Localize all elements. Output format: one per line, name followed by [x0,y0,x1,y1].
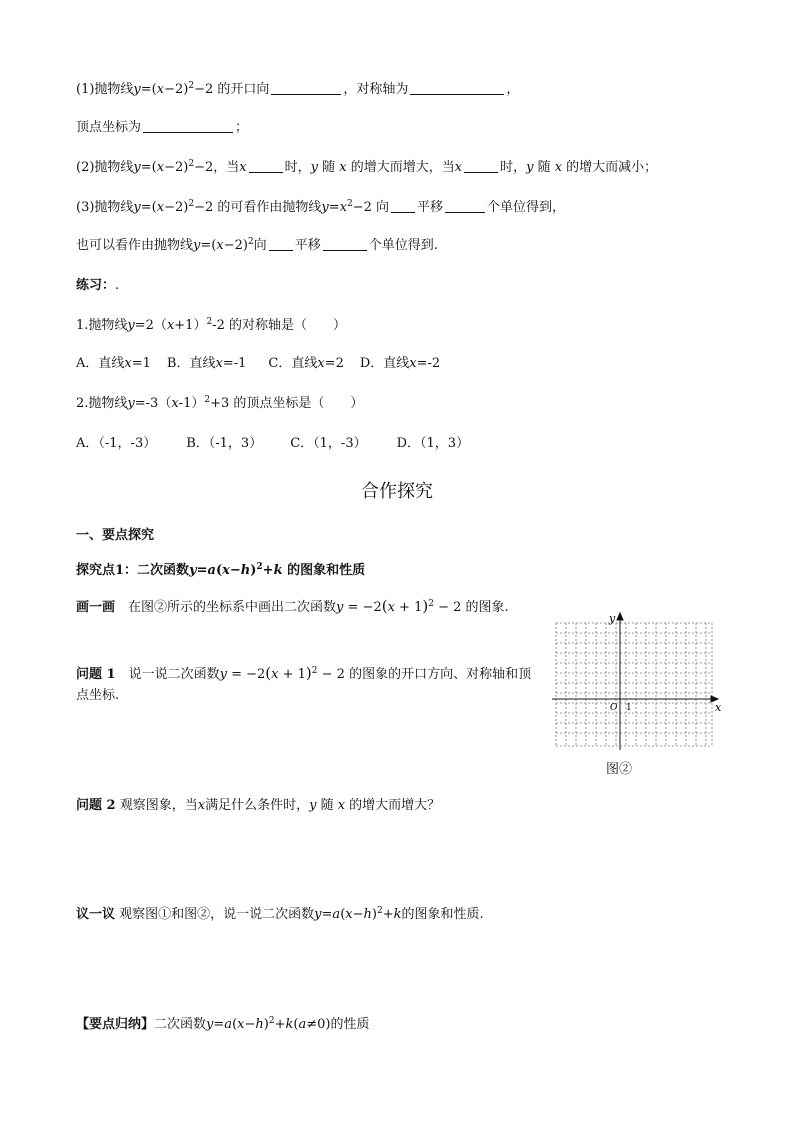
axes [552,613,718,750]
var-y: y [127,318,135,333]
origin-label: O [610,703,618,713]
coordinate-grid-figure[interactable] [548,610,728,780]
exponent: 2 [311,666,318,676]
discuss-text: 观察图①和图②，说一说二次函数 [115,907,315,922]
q3-text: 平移 [417,200,444,215]
point1-text: ) [250,563,257,578]
option-c-text: C．直线 [268,356,318,371]
blank-direction-2[interactable] [269,238,293,251]
var-y: y [336,600,344,615]
question-1-line-2 [76,120,248,136]
discuss-text: ( [340,907,346,922]
var-a: a [207,563,216,578]
p1-text: 1.抛物线 [76,318,128,333]
var-x: x [345,907,353,922]
issue-1-text: 的图象的开口方向、对称轴和顶 [344,667,532,682]
var-x: x [337,798,346,813]
p2-text: -1） [178,396,205,411]
var-x: x [237,1017,245,1032]
discuss-text: − [352,907,364,922]
option-c[interactable] [268,356,343,371]
q2-text: 的增大而增大，当 [346,160,455,175]
var-y: y [206,1017,214,1032]
var-x: x [239,160,247,175]
practice-1-options [76,356,440,372]
discuss-text: = [321,907,333,922]
q2-text: −2) [164,160,189,175]
summary-label: 【要点归纳】 [76,1017,155,1032]
draw-label: 画一画 [76,600,116,615]
q3-text: −2 的可看作由抛物线 [194,200,322,215]
summary-text: ( [293,1017,299,1032]
exponent: 2 [346,199,353,209]
p1-text: =2（ [134,318,167,333]
exponent: 2 [204,395,211,405]
practice-1-stem [76,318,346,334]
q2-text: −2，当 [194,160,240,175]
q2-text: 随 [533,160,555,175]
var-k: k [273,563,283,578]
var-x: x [156,82,165,97]
option-d[interactable]: D．（1，3） [396,436,470,451]
q3-text: −2) [164,200,189,215]
exponent: 2 [247,237,254,247]
practice-2-stem [76,396,363,412]
option-a-value: =1 [131,356,151,371]
issue-2-text: 随 [316,798,338,813]
var-x: x [222,563,230,578]
blank-vertex[interactable] [143,120,233,133]
figure-caption: 图② [606,762,633,777]
q1-text: ，对称轴为 [343,82,409,97]
var-a: a [224,1017,233,1032]
practice-2-options [76,436,469,452]
discuss-label: 议一议 [76,907,116,922]
var-y: y [133,200,141,215]
question-1-line-1 [76,82,519,98]
exponent: 2 [206,317,213,327]
var-x: x [339,160,347,175]
draw-text: 在图②所示的坐标系中画出二次函数 [115,600,337,615]
summary-text: 二次函数 [154,1017,207,1032]
p1-text: -2 的对称轴是（ ） [212,318,346,333]
blank-increase[interactable] [249,160,283,173]
q3-text: =( [200,238,217,253]
option-d-value: =-2 [416,356,441,371]
question-3-line-1 [76,200,565,216]
option-c-value: =2 [324,356,344,371]
exponent: 2 [268,1016,275,1026]
issue-2-label: 问题 2 [76,798,116,813]
var-x: x [216,238,224,253]
blank-units-1[interactable] [445,200,485,213]
unit-label: 1 [626,703,632,713]
discuss-text: ) [371,907,377,922]
p2-text: =-3（ [134,396,172,411]
point1-text: + [262,563,274,578]
p2-text: +3 的顶点坐标是（ ） [210,396,364,411]
option-b-text: B．直线 [166,356,216,371]
option-b[interactable]: B．（-1，3） [186,436,263,451]
option-d[interactable] [360,356,440,371]
var-y: y [189,563,197,578]
q3-text: = [328,200,340,215]
practice-heading [76,278,119,294]
exponent: 2 [256,562,263,572]
point1-text: − [229,563,241,578]
paren: ( [381,597,388,615]
var-y: y [314,907,322,922]
var-x: x [156,200,165,215]
var-x: x [454,160,463,175]
issue-1-line-1 [76,665,531,683]
option-b-value: =-1 [222,356,247,371]
issue-1-text: 说一说二次函数 [115,667,220,682]
paren: ( [265,664,272,682]
option-a[interactable]: A．（-1，-3） [76,436,157,451]
var-y: y [219,667,227,682]
practice-dot: . [115,278,120,293]
question-2 [76,160,657,176]
var-y: y [310,160,318,175]
q3-text: (3)抛物线 [76,200,134,215]
blank-units-2[interactable] [323,238,367,251]
exponent: 2 [376,906,383,916]
y-axis-label: y [609,612,616,625]
var-x: x [409,356,417,371]
exponent: 2 [428,599,434,609]
var-k: k [285,1017,294,1032]
p2-text: 2.抛物线 [76,396,128,411]
var-y: y [309,798,317,813]
summary-text: = [213,1017,225,1032]
summary-text: ≠0)的性质 [306,1017,370,1032]
q1-text: −2 的开口向 [194,82,270,97]
draw-text: + 1 [394,600,423,615]
var-x: x [339,200,347,215]
q3-text: 个单位得到， [487,200,566,215]
q2-text: =( [140,160,157,175]
paren: ) [305,664,312,682]
var-x: x [215,356,223,371]
q2-text: 时， [284,160,311,175]
var-y: y [133,82,141,97]
section-title: 合作探究 [361,481,433,502]
draw-text: − 2 [433,600,462,615]
blank-decrease[interactable] [464,160,498,173]
blank-direction-1[interactable] [391,200,415,213]
q3-text: −2 向 [352,200,390,215]
grid-lines [556,623,712,746]
issue-1-label: 问题 1 [76,667,116,682]
point1-text: 的图象和性质 [282,563,366,578]
issue-1-text: + 1 [278,667,306,682]
option-a-text: A．直线 [76,356,125,371]
blank-opening[interactable] [271,82,341,95]
issue-2-text: 的增大而增大？ [345,798,441,813]
summary-text: ( [232,1017,238,1032]
var-x: x [197,798,206,813]
q1-text: (1)抛物线 [76,82,134,97]
var-h: h [363,907,372,922]
q3-text: =( [140,200,157,215]
question-3-line-2 [76,238,438,254]
summary-text: + [274,1017,286,1032]
var-x: x [387,600,395,615]
summary-line [76,1017,369,1033]
var-y: y [127,396,135,411]
discuss-task [76,907,484,923]
p1-text: +1） [174,318,207,333]
var-y: y [526,160,534,175]
point1-text: ( [215,563,223,578]
q1-text: =( [140,82,157,97]
point1-text: 探究点1：二次函数 [76,563,190,578]
draw-task [76,598,509,616]
var-x: x [171,396,179,411]
var-k: k [393,907,402,922]
x-axis-label: x [715,701,722,714]
point-1-heading [76,563,365,579]
q1-text: 顶点坐标为 [76,120,142,135]
q1-text: −2) [164,82,189,97]
option-d-text: D．直线 [359,356,410,371]
issue-1-text: = −2 [226,667,266,682]
issue-1-line-2: 点坐标. [76,688,120,703]
var-x: x [317,356,325,371]
q2-text: 随 [317,160,340,175]
paren: ) [422,597,429,615]
issue-2-text: 观察图象，当 [115,798,198,813]
q3-text: 向 [253,238,267,253]
practice-label: 练习： [76,278,116,293]
discuss-text: + [382,907,394,922]
blank-axis[interactable] [410,82,504,95]
q1-text: ， [506,82,520,97]
q3-text: 也可以看作由抛物线 [76,238,194,253]
var-h: h [240,563,251,578]
option-b[interactable] [167,356,246,371]
issue-2-text: 满足什么条件时， [205,798,310,813]
var-y: y [321,200,329,215]
q2-text: 的增大而减小； [562,160,658,175]
draw-text: = −2 [343,600,382,615]
var-y: y [133,160,141,175]
var-a: a [332,907,341,922]
var-x: x [156,160,165,175]
exponent: 2 [188,199,195,209]
summary-text: − [244,1017,256,1032]
var-x: x [124,356,132,371]
var-x: x [166,318,175,333]
part-heading: 一、要点探究 [76,528,155,543]
issue-2 [76,798,440,814]
point1-text: = [196,563,208,578]
issue-1-text: − 2 [317,667,345,682]
summary-text: ) [263,1017,269,1032]
q3-text: −2) [223,238,248,253]
var-a: a [298,1017,307,1032]
var-h: h [255,1017,264,1032]
q2-text: (2)抛物线 [76,160,134,175]
exponent: 2 [188,159,195,169]
q3-text: 平移 [294,238,321,253]
q2-text: 时， [500,160,527,175]
option-c[interactable]: C．（1，-3） [290,436,367,451]
var-x: x [271,667,279,682]
discuss-text: 的图象和性质. [401,907,484,922]
exponent: 2 [188,81,195,91]
var-y: y [193,238,201,253]
q1-text: ； [235,120,249,135]
draw-text: 的图象. [461,600,509,615]
var-x: x [554,160,563,175]
option-a[interactable] [76,356,151,371]
q3-text: 个单位得到. [368,238,438,253]
